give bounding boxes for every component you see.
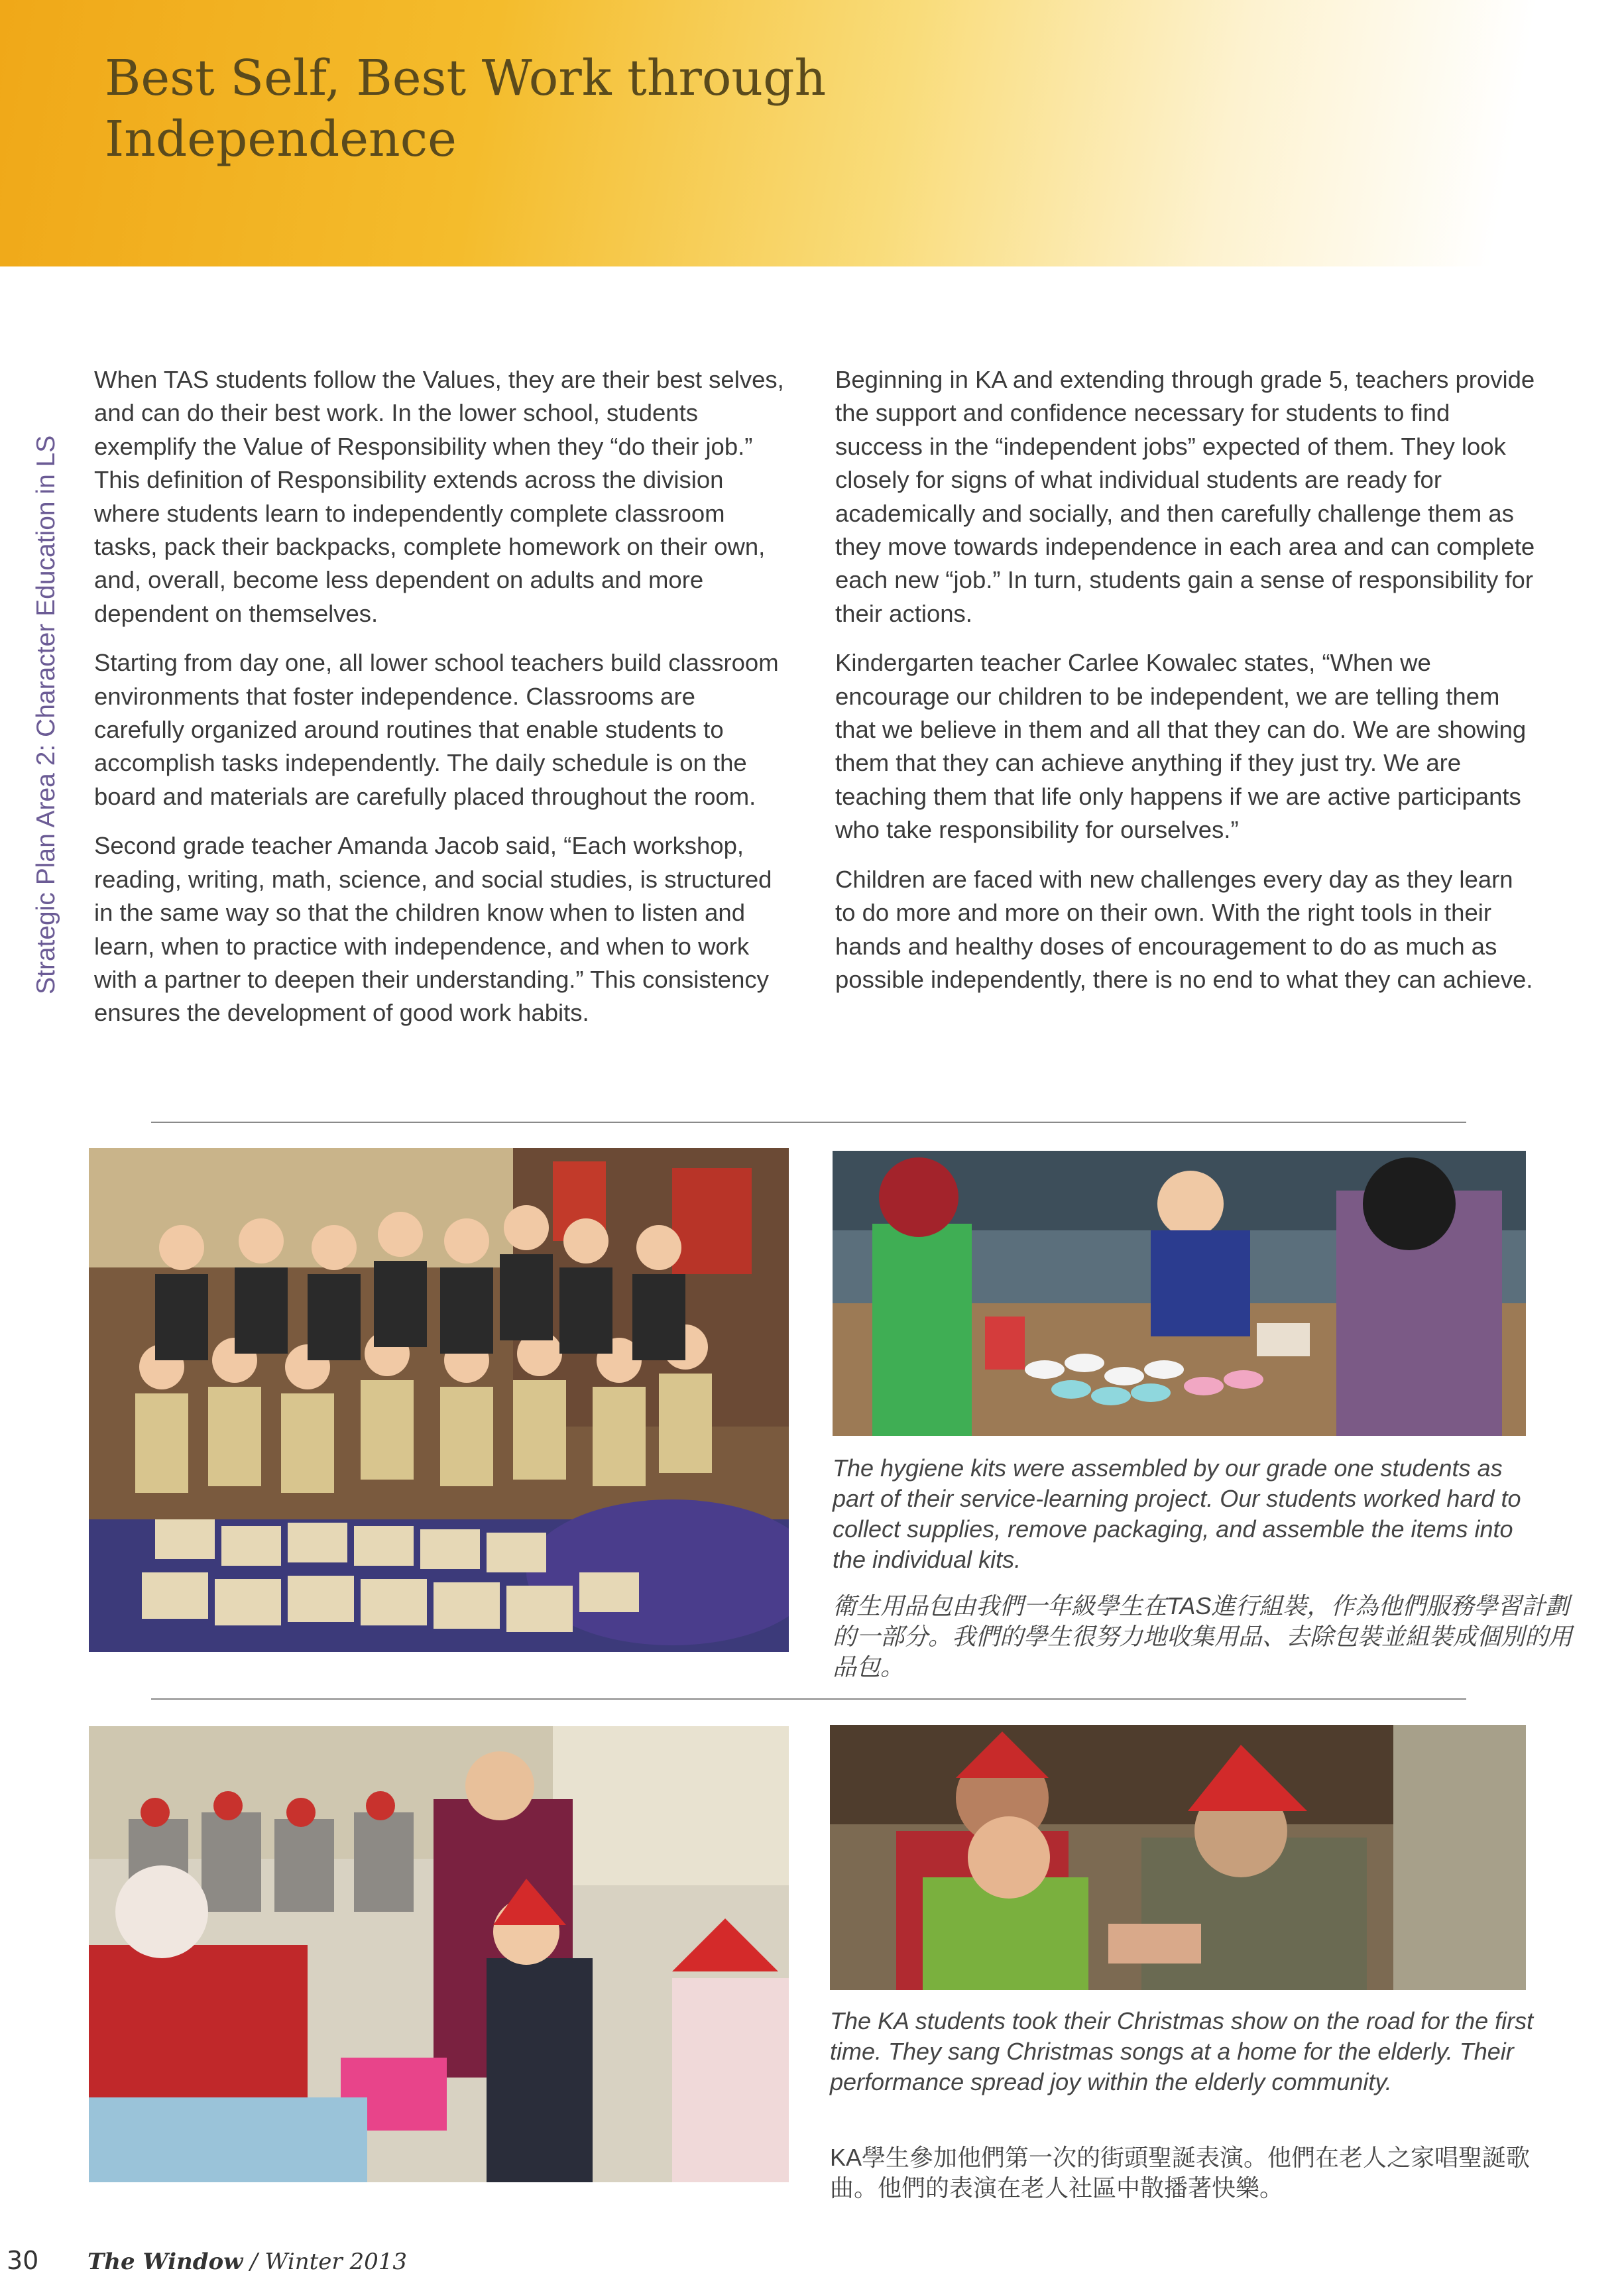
title-line-2: Independence xyxy=(105,111,457,168)
hygiene-caption-zh: 衛生用品包由我們一年級學生在TAS進行組裝，作為他們服務學習計劃的一部分。我們的學生很努力地收集用品、去除包裝並組裝成個別的用品包。 xyxy=(833,1592,1573,1680)
page-number: 30 xyxy=(7,2246,39,2275)
christmas-performance-photo xyxy=(89,1726,789,2182)
page-title xyxy=(105,48,1033,170)
left-text-column xyxy=(94,363,790,1046)
issue-label: / Winter 2013 xyxy=(243,2249,407,2275)
publication-footer xyxy=(87,2249,407,2275)
divider-rule xyxy=(151,1122,1466,1123)
section-side-label: Strategic Plan Area 2: Character Education in LS xyxy=(32,435,60,994)
paragraph: Beginning in KA and extending through grade 5, teachers provide the support and confidence necessary for students to find success in the “independent jobs” expected of them. They look closely for signs of what individual students are ready for academically and socially, and then carefully challenge them as they move towards independence in each area and can complete each new “job.” In turn, students gain a sense of responsibility for their actions. xyxy=(835,366,1535,627)
christmas-caption-en: The KA students took their Christmas show on the road for the first time. They sang Christmas songs at a home for the elderly. Their performance spread joy within the elderly community. xyxy=(830,2007,1534,2095)
hygiene-caption-en: The hygiene kits were assembled by our grade one students as part of their service-learning project. Our students worked hard to collect supplies, remove packaging, and assemble the items into the individual kits. xyxy=(833,1454,1521,1573)
paragraph: Starting from day one, all lower school teachers build classroom environments that foster independence. Classrooms are carefully organized around routines that enable students to accomplish tasks independently. The daily schedule is on the board and materials are carefully placed throughout the room. xyxy=(94,649,779,810)
paragraph: Kindergarten teacher Carlee Kowalec states, “When we encourage our children to be independent, we are telling them that we believe in them and all that they can do. We are showing them that they can achieve anything if they just try. We are teaching them that life only happens if we are active participants who take responsibility for ourselves.” xyxy=(835,649,1527,844)
paragraph: Children are faced with new challenges every day as they learn to do more and more on their own. With the right tools in their hands and healthy doses of encouragement to do as much as possible independently, there is no end to what they can achieve. xyxy=(835,865,1533,993)
paragraph: Second grade teacher Amanda Jacob said, “Each workshop, reading, writing, math, science, and social studies, is structured in the same way so that the children know when to listen and learn, when to practice with independence, and when to work with a partner to deepen their understanding.” This consistency ensures the development of good work habits. xyxy=(94,832,772,1027)
assembling-kits-photo xyxy=(833,1151,1526,1436)
title-line-1: Best Self, Best Work through xyxy=(105,50,827,107)
right-text-column xyxy=(835,363,1538,1012)
child-with-elderly-photo xyxy=(830,1725,1526,1990)
christmas-caption-zh: KA學生參加他們第一次的街頭聖誕表演。他們在老人之家唱聖誕歌曲。他們的表演在老人社區中散播著快樂。 xyxy=(830,2144,1531,2201)
publication-name: The Window xyxy=(87,2249,243,2275)
divider-rule xyxy=(151,1698,1466,1700)
class-group-photo xyxy=(89,1148,789,1652)
paragraph: When TAS students follow the Values, they are their best selves, and can do their best work. In the lower school, students exemplify the Value of Responsibility when they “do their job.” This definition of Responsibility extends across the division where students learn to independently complete classroom tasks, pack their backpacks, complete homework on their own, and, overall, become less dependent on adults and more dependent on themselves. xyxy=(94,366,784,627)
